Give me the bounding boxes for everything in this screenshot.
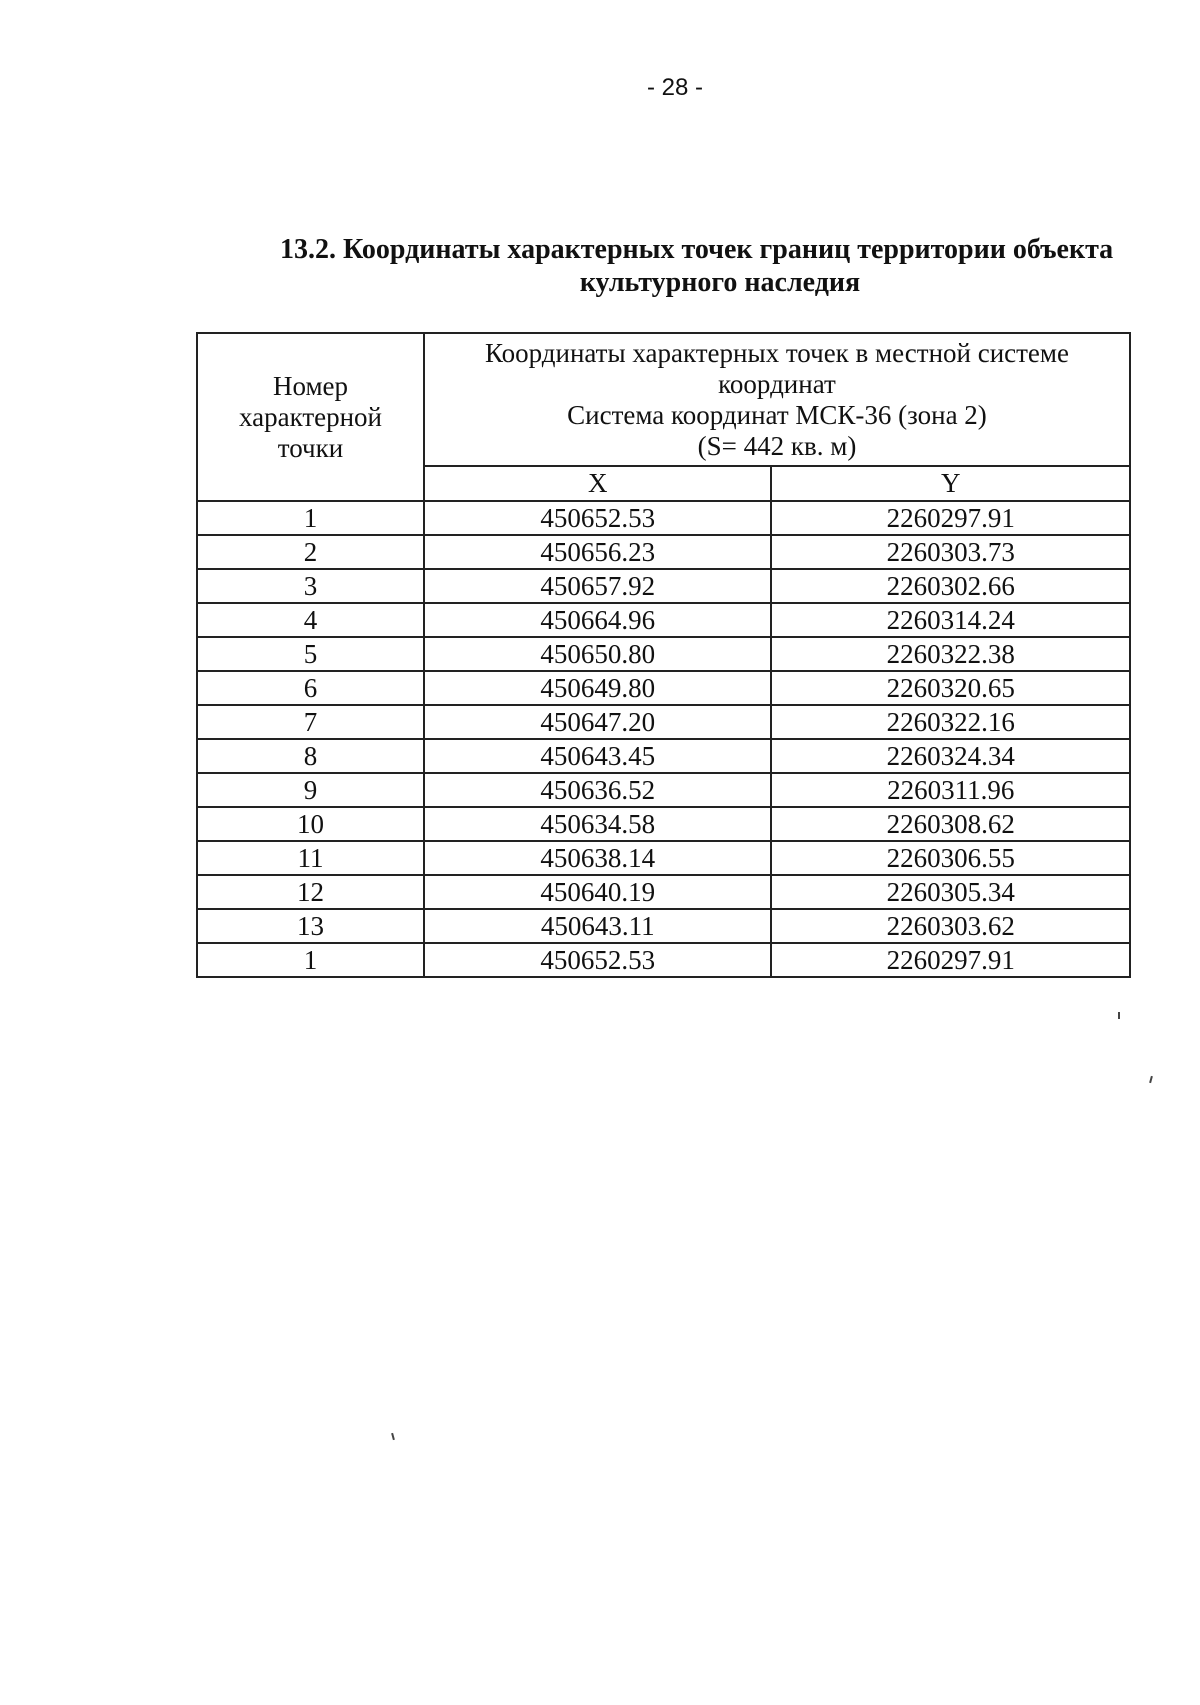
x-coordinate-cell: 450640.19	[424, 875, 771, 909]
x-coordinate-cell: 450656.23	[424, 535, 771, 569]
y-coordinate-cell: 2260297.91	[771, 943, 1130, 977]
section-heading-line1: 13.2. Координаты характерных точек границ территории объекта	[280, 234, 1114, 265]
point-number-cell: 6	[197, 671, 424, 705]
point-number-cell: 4	[197, 603, 424, 637]
point-number-cell: 12	[197, 875, 424, 909]
page-number: - 28 -	[646, 74, 703, 101]
x-coordinate-cell: 450657.92	[424, 569, 771, 603]
y-coordinate-cell: 2260297.91	[771, 501, 1130, 535]
section-heading-line2: культурного наследия	[579, 267, 861, 298]
scan-speck	[1149, 1076, 1153, 1083]
point-number-cell: 13	[197, 909, 424, 943]
point-number-header-line: характерной	[238, 401, 383, 432]
coordinates-table-body	[197, 501, 1130, 977]
y-coordinate-cell: 2260311.96	[771, 773, 1130, 807]
x-coordinate-cell: 450638.14	[424, 841, 771, 875]
x-coordinate-cell: 450649.80	[424, 671, 771, 705]
y-coordinate-cell: 2260306.55	[771, 841, 1130, 875]
point-number-cell: 5	[197, 637, 424, 671]
table-row	[197, 943, 1130, 977]
point-number-cell: 1	[197, 943, 424, 977]
section-heading	[280, 233, 1160, 299]
x-coordinate-cell: 450652.53	[424, 943, 771, 977]
point-number-header-line: точки	[277, 432, 344, 463]
y-coordinate-cell: 2260314.24	[771, 603, 1130, 637]
table-row	[197, 841, 1130, 875]
x-coordinate-cell: 450647.20	[424, 705, 771, 739]
table-row	[197, 501, 1130, 535]
table-row	[197, 535, 1130, 569]
coordinates-header-line: координат	[718, 368, 836, 399]
point-number-cell: 1	[197, 501, 424, 535]
table-row	[197, 909, 1130, 943]
table-row	[197, 569, 1130, 603]
x-coordinate-cell: 450634.58	[424, 807, 771, 841]
scan-speck	[391, 1433, 395, 1440]
table-row	[197, 739, 1130, 773]
x-column-header: X	[424, 466, 771, 501]
y-coordinate-cell: 2260303.62	[771, 909, 1130, 943]
table-row	[197, 671, 1130, 705]
table-row	[197, 637, 1130, 671]
point-number-cell: 8	[197, 739, 424, 773]
point-number-cell: 3	[197, 569, 424, 603]
y-column-header: Y	[771, 466, 1130, 501]
y-coordinate-cell: 2260302.66	[771, 569, 1130, 603]
y-coordinate-cell: 2260324.34	[771, 739, 1130, 773]
point-number-cell: 10	[197, 807, 424, 841]
point-number-cell: 11	[197, 841, 424, 875]
table-row	[197, 603, 1130, 637]
y-coordinate-cell: 2260303.73	[771, 535, 1130, 569]
point-number-cell: 9	[197, 773, 424, 807]
point-number-cell: 2	[197, 535, 424, 569]
point-number-cell: 7	[197, 705, 424, 739]
point-number-header	[197, 333, 424, 501]
scan-speck	[1118, 1012, 1120, 1019]
coordinates-table	[196, 332, 1131, 978]
coordinates-header-line: Система координат МСК-36 (зона 2)	[567, 399, 987, 430]
x-coordinate-cell: 450664.96	[424, 603, 771, 637]
x-coordinate-cell: 450643.11	[424, 909, 771, 943]
point-number-header-line: Номер	[272, 370, 349, 401]
x-coordinate-cell: 450650.80	[424, 637, 771, 671]
y-coordinate-cell: 2260322.16	[771, 705, 1130, 739]
x-coordinate-cell: 450652.53	[424, 501, 771, 535]
table-row	[197, 807, 1130, 841]
y-coordinate-cell: 2260305.34	[771, 875, 1130, 909]
table-row	[197, 773, 1130, 807]
x-coordinate-cell: 450643.45	[424, 739, 771, 773]
coordinates-header-line: (S= 442 кв. м)	[697, 430, 857, 461]
coordinates-header	[424, 333, 1130, 466]
table-row	[197, 875, 1130, 909]
table-row	[197, 705, 1130, 739]
x-coordinate-cell: 450636.52	[424, 773, 771, 807]
y-coordinate-cell: 2260308.62	[771, 807, 1130, 841]
y-coordinate-cell: 2260322.38	[771, 637, 1130, 671]
coordinates-header-line: Координаты характерных точек в местной системе	[484, 337, 1069, 368]
y-coordinate-cell: 2260320.65	[771, 671, 1130, 705]
